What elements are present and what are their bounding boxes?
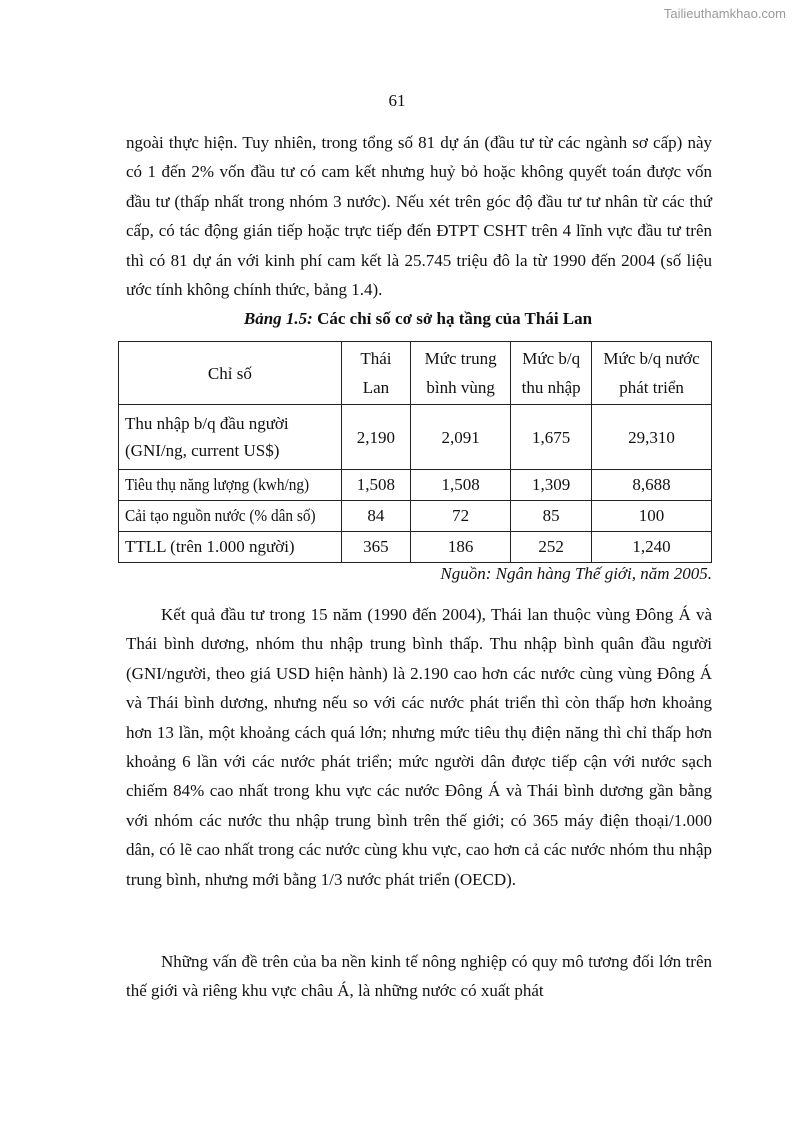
table-cell: 252 [511, 532, 592, 563]
page-number: 61 [388, 91, 406, 110]
table-source: Nguồn: Ngân hàng Thế giới, năm 2005. [440, 564, 712, 583]
table-cell: 85 [511, 501, 592, 532]
table-cell: 1,508 [341, 470, 410, 501]
row-label: Cải tạo nguồn nước (% dân số) [119, 501, 342, 532]
table-cell: 2,190 [341, 405, 410, 470]
table-row [119, 470, 712, 501]
table-cell: 72 [411, 501, 511, 532]
header-thailand: Thái Lan [341, 342, 410, 405]
header-indicator: Chỉ số [119, 342, 342, 405]
table-row [119, 532, 712, 563]
table-cell: 1,240 [592, 532, 712, 563]
paragraph-1: ngoài thực hiện. Tuy nhiên, trong tổng số 81 dự án (đầu tư từ các ngành sơ cấp) này có 1 đến 2% vốn đầu tư có cam kết nhưng huỷ bỏ hoặc không quyết toán được vốn đầu tư (thấp nhất trong nhóm 3 nước). Nếu xét trên góc độ đầu tư tư nhân từ các thứ cấp, có tác động gián tiếp hoặc trực tiếp đến ĐTPT CSHT trên 4 lĩnh vực đầu tư trên thì có 81 dự án với kinh phí cam kết là 25.745 triệu đô la từ 1990 đến 2004 (số liệu ước tính không chính thức, bảng 1.4). [126, 133, 712, 300]
paragraph-3: Những vấn đề trên của ba nền kinh tế nông nghiệp có quy mô tương đối lớn trên thế giới và riêng khu vực châu Á, là những nước có xuất phát [126, 952, 712, 1001]
table-cell: 1,675 [511, 405, 592, 470]
table-caption [0, 309, 794, 329]
row-label: TTLL (trên 1.000 người) [119, 532, 342, 563]
table-cell: 186 [411, 532, 511, 563]
row-label: Tiêu thụ năng lượng (kwh/ng) [119, 470, 342, 501]
table-cell: 2,091 [411, 405, 511, 470]
header-income-average: Mức b/q thu nhập [511, 342, 592, 405]
watermark: Tailieuthamkhao.com [663, 6, 786, 21]
table-caption-title: Các chỉ số cơ sở hạ tầng của Thái Lan [317, 309, 593, 328]
table-cell: 365 [341, 532, 410, 563]
infrastructure-table [118, 341, 712, 563]
table-caption-label: Bảng 1.5: [243, 309, 313, 328]
table-cell: 100 [592, 501, 712, 532]
paragraph-2: Kết quả đầu tư trong 15 năm (1990 đến 2004), Thái lan thuộc vùng Đông Á và Thái bình dương, nhóm thu nhập trung bình thấp. Thu nhập bình quân đầu người (GNI/người, theo giá USD hiện hành) là 2.190 cao hơn các nước cùng vùng Đông Á và Thái bình dương, nhưng nếu so với các nước phát triển thì còn thấp hơn khoảng hơn 13 lần, một khoảng cách quá lớn; nhưng mức tiêu thụ điện năng thì chỉ thấp hơn khoảng 6 lần với các nước phát triển; mức người dân được tiếp cận với nước sạch chiếm 84% cao nhất trong khu vực các nước Đông Á và Thái bình dương gần bằng với nhóm các nước thu nhập trung bình trên thế giới; có 365 máy điện thoại/1.000 dân, có lẽ cao nhất trong các nước cùng khu vực, cao hơn cả các nước nhóm thu nhập trung bình, nhưng mới bằng 1/3 nước phát triển (OECD). [126, 605, 712, 889]
table-row [119, 501, 712, 532]
row-label: Thu nhập b/q đầu người (GNI/ng, current US$) [119, 405, 342, 470]
table-cell: 1,309 [511, 470, 592, 501]
table-cell: 1,508 [411, 470, 511, 501]
table-cell: 84 [341, 501, 410, 532]
table-row [119, 405, 712, 470]
table-cell: 29,310 [592, 405, 712, 470]
header-developed-average: Mức b/q nước phát triển [592, 342, 712, 405]
table-cell: 8,688 [592, 470, 712, 501]
table-header-row [119, 342, 712, 405]
header-regional-average: Mức trung bình vùng [411, 342, 511, 405]
